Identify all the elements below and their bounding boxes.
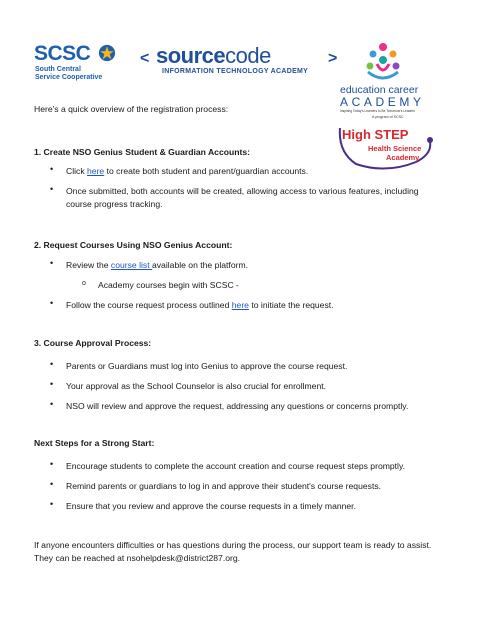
section2-item3-pre: Follow the course request process outlined — [66, 300, 232, 310]
bullet-icon: • — [50, 379, 54, 389]
left-chevron-icon: < — [140, 50, 150, 67]
sourcecode-wordmark — [156, 43, 271, 69]
scsc-logo-line2: Service Cooperative — [35, 74, 103, 81]
eca-tagline: Inspiring Today's Learners to Be Tomorrow's Leaders — [340, 109, 415, 113]
section1-item2-line1: Once submitted, both accounts will be created, allowing access to various features, including — [66, 186, 419, 196]
section4-item1: Encourage students to complete the account creation and course request steps promptly. — [66, 461, 406, 471]
section1-item1 — [66, 166, 308, 177]
scsc-logo — [34, 42, 124, 84]
section2-item3 — [66, 300, 334, 311]
bullet-icon: • — [50, 399, 54, 409]
scsc-star-icon — [98, 44, 116, 67]
section2-item1-pre: Review the — [66, 260, 111, 270]
bullet-icon: • — [50, 499, 54, 509]
bullet-icon: • — [50, 184, 54, 194]
closing-line1: If anyone encounters difficulties or has questions during the process, our support team is ready to assist. — [34, 540, 432, 550]
bullet-icon: • — [50, 359, 54, 369]
section1-item1-post: to create both student and parent/guardian accounts. — [104, 166, 309, 176]
sourcecode-word2: code — [225, 43, 271, 68]
intro-text: Here's a quick overview of the registration process: — [34, 104, 229, 114]
section2-subitem: Academy courses begin with SCSC - — [98, 280, 239, 290]
bullet-icon: • — [50, 298, 54, 308]
eca-line2: ACADEMY — [340, 95, 425, 109]
section2-heading: 2. Request Courses Using NSO Genius Account: — [34, 240, 233, 250]
section2-item1-post: available on the platform. — [151, 260, 249, 270]
bullet-icon: • — [50, 258, 54, 268]
bullet-icon: • — [50, 479, 54, 489]
eca-figures-icon — [364, 42, 402, 87]
section2-item3-post: to initiate the request. — [248, 300, 334, 310]
section1-heading: 1. Create NSO Genius Student & Guardian Accounts: — [34, 147, 250, 157]
create-accounts-link[interactable]: here — [87, 166, 105, 176]
highstep-logo — [336, 124, 436, 172]
highstep-word1: High — [342, 127, 371, 142]
sourcecode-word1: source — [156, 43, 226, 68]
bullet-icon: • — [50, 459, 54, 469]
right-chevron-icon: > — [328, 50, 338, 67]
section3-item3: NSO will review and approve the request, addressing any questions or concerns promptly. — [66, 401, 409, 411]
section4-item2: Remind parents or guardians to log in and approve their student's course requests. — [66, 481, 382, 491]
highstep-line2: Academy — [386, 153, 420, 162]
eca-logo — [338, 42, 448, 120]
eca-program: A program of SCSC — [372, 115, 404, 119]
sourcecode-tagline: INFORMATION TECHNOLOGY ACADEMY — [162, 68, 309, 75]
section3-item1: Parents or Guardians must log into Genius to approve the course request. — [66, 361, 348, 371]
highstep-wordmark — [342, 127, 408, 142]
section4-item3: Ensure that you review and approve the course requests in a timely manner. — [66, 501, 356, 511]
bullet-icon: • — [50, 164, 54, 174]
section1-item2-line2: course progress tracking. — [66, 199, 163, 209]
eca-line1: education career — [340, 84, 419, 96]
section4-heading: Next Steps for a Strong Start: — [34, 438, 155, 448]
scsc-logo-abbr: SCSC — [34, 42, 91, 65]
course-request-link[interactable]: here — [231, 300, 249, 310]
highstep-line1: Health Science — [368, 144, 422, 153]
section1-item1-pre: Click — [66, 166, 88, 176]
closing-line2: They can be reached at nsohelpdesk@district287.org. — [34, 553, 241, 563]
sub-bullet-icon: o — [82, 280, 86, 287]
scsc-logo-line1: South Central — [35, 66, 81, 73]
course-list-link[interactable]: course list — [110, 260, 152, 270]
section3-item2: Your approval as the School Counselor is also crucial for enrollment. — [66, 381, 327, 391]
section3-heading: 3. Course Approval Process: — [34, 338, 152, 348]
section2-item1 — [66, 260, 248, 271]
highstep-word2: STEP — [374, 127, 409, 142]
sourcecode-logo — [140, 42, 340, 76]
